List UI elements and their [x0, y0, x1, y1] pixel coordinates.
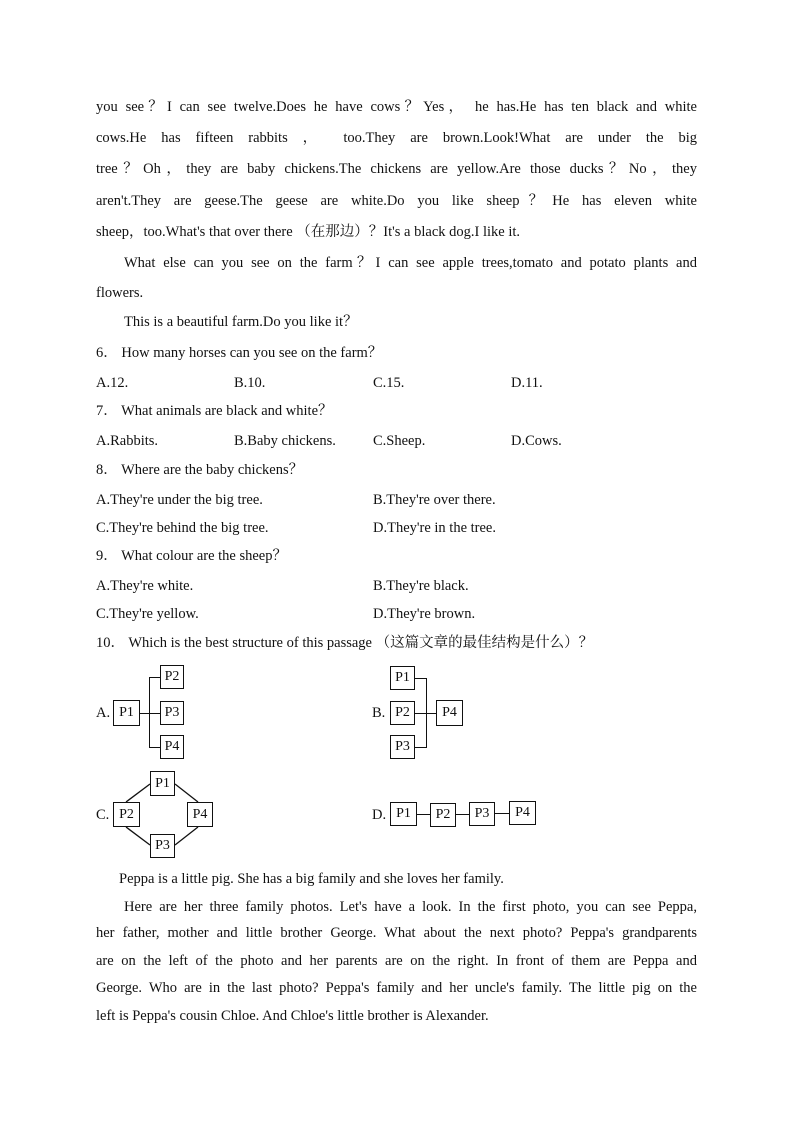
passage-line: George. Who are in the last photo? Peppa's family and her uncle's family. The little pig on the	[96, 980, 697, 996]
box-p4: P4	[187, 802, 213, 827]
option-d[interactable]: D.11.	[511, 375, 543, 391]
connector-line	[417, 814, 430, 815]
option-b[interactable]: B.They're over there.	[373, 492, 496, 508]
box-p3: P3	[150, 834, 175, 858]
option-b[interactable]: B.They're black.	[373, 578, 469, 594]
option-c[interactable]: C.Sheep.	[373, 433, 426, 449]
option-c[interactable]: C.They're yellow.	[96, 606, 199, 622]
option-d[interactable]: D.Cows.	[511, 433, 562, 449]
option-a[interactable]: A.They're white.	[96, 578, 194, 594]
diagram-label: A.	[96, 705, 111, 721]
option-d[interactable]: D.They're in the tree.	[373, 520, 496, 536]
box-p1: P1	[113, 700, 140, 726]
box-p2: P2	[430, 803, 456, 827]
question-number: 6．	[96, 345, 118, 361]
box-p2: P2	[113, 802, 140, 827]
passage-line: left is Peppa's cousin Chloe. And Chloe's little brother is Alexander.	[96, 1008, 489, 1024]
connector-line	[126, 827, 150, 845]
passage-line: sheep，too.What's that over there （在那边）？It's a black dog.I like it.	[96, 224, 521, 240]
option-d[interactable]: D.They're brown.	[373, 606, 476, 622]
passage-line: you see？I can see twelve.Does he have cows？Yes， he has.He has ten black and white	[96, 99, 697, 115]
box-p1: P1	[390, 666, 415, 690]
option-c[interactable]: C.15.	[373, 375, 405, 391]
passage-line: cows.He has fifteen rabbits ， too.They are brown.Look!What are under the big	[96, 130, 697, 146]
question-text: What animals are black and white？	[121, 403, 333, 419]
question-text: Where are the baby chickens？	[121, 462, 304, 478]
box-p3: P3	[160, 701, 184, 725]
box-p1: P1	[390, 802, 417, 826]
option-b[interactable]: B.10.	[234, 375, 266, 391]
option-b[interactable]: B.Baby chickens.	[234, 433, 336, 449]
passage-line: are on the left of the photo and her parents are on the right. In front of them are Peppa and	[96, 953, 697, 969]
box-p4: P4	[509, 801, 536, 825]
option-a[interactable]: A.12.	[96, 375, 129, 391]
diagram-label: D.	[372, 807, 387, 823]
diagram-label: B.	[372, 705, 386, 721]
box-p1: P1	[150, 771, 175, 796]
passage-line: her father, mother and little brother George. What about the next photo? Peppa's grandparents	[96, 925, 697, 941]
question-number: 10．	[96, 635, 125, 651]
connector-line	[456, 814, 469, 815]
question-text: What colour are the sheep？	[121, 548, 287, 564]
question-number: 8．	[96, 462, 118, 478]
question-text: How many horses can you see on the farm？	[121, 345, 383, 361]
box-p4: P4	[160, 735, 184, 759]
passage-line: Here are her three family photos. Let's have a look. In the first photo, you can see Peppa,	[124, 899, 697, 915]
box-p4: P4	[436, 700, 463, 726]
option-a[interactable]: A.Rabbits.	[96, 433, 159, 449]
diagram-label: C.	[96, 807, 110, 823]
passage-line: This is a beautiful farm.Do you like it？	[124, 314, 358, 330]
box-p3: P3	[469, 802, 495, 826]
connector-line	[126, 784, 150, 802]
passage-line: Peppa is a little pig. She has a big family and she loves her family.	[119, 871, 504, 887]
box-p2: P2	[390, 701, 415, 725]
connector-line	[495, 813, 509, 814]
connector-line	[175, 784, 198, 802]
passage-line: tree？Oh，they are baby chickens.The chickens are yellow.Are those ducks？No，they	[96, 161, 697, 177]
passage-line: flowers.	[96, 285, 144, 301]
box-p3: P3	[390, 735, 415, 759]
option-c[interactable]: C.They're behind the big tree.	[96, 520, 269, 536]
connector-line	[175, 827, 198, 845]
question-number: 9．	[96, 548, 118, 564]
question-number: 7．	[96, 403, 118, 419]
option-a[interactable]: A.They're under the big tree.	[96, 492, 263, 508]
question-text: Which is the best structure of this passage （这篇文章的最佳结构是什么）？	[128, 635, 594, 651]
passage-line: aren't.They are geese.The geese are white.Do you like sheep？He has eleven white	[96, 193, 697, 209]
passage-line: What else can you see on the farm？I can see apple trees,tomato and potato plants and	[124, 255, 697, 271]
box-p2: P2	[160, 665, 184, 689]
